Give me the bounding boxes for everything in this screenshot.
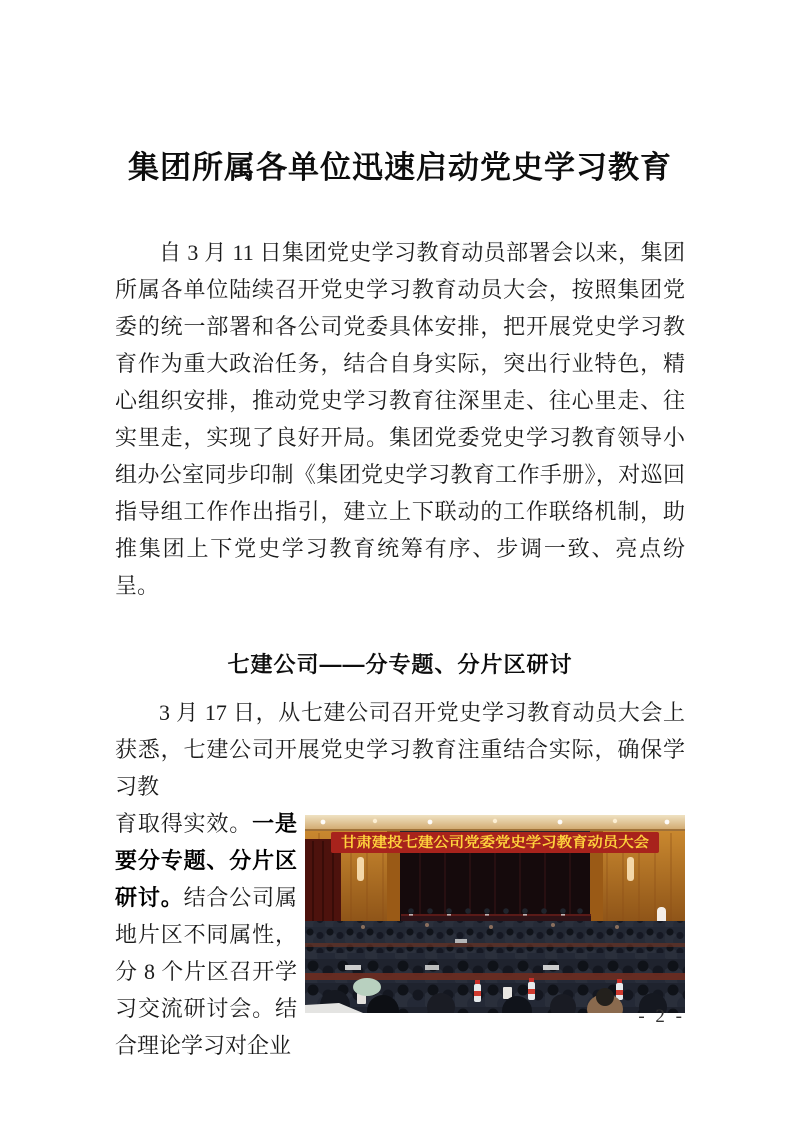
page-number: - 2 - [638, 1006, 685, 1027]
paragraph-2-lead: 育取得实效。 [115, 811, 253, 836]
paragraph-2-bold-emphasis: 一是要分专题、分片区研讨。 [115, 811, 297, 910]
paragraph-2-wrapped-text [115, 805, 297, 1064]
paragraph-2-intro: 3 月 17 日，从七建公司召开党史学习教育动员大会上获悉，七建公司开展党史学习教育注重结合实际，确保学习教 [115, 700, 685, 799]
meeting-photo-illustration [305, 815, 685, 1013]
photo-banner-text: 甘肃建投七建公司党委党史学习教育动员大会 [341, 836, 621, 851]
paragraph-2-wrap-row [115, 805, 685, 1064]
paragraph-2-rest: 结合公司属地片区不同属性，分 8 个片区召开学习交流研讨会。结合理论学习对企业 [115, 885, 297, 1058]
meeting-photo [305, 815, 685, 1013]
section-heading: 七建公司——分专题、分片区研讨 [227, 652, 573, 677]
document-content [115, 0, 685, 1064]
page-title: 集团所属各单位迅速启动党史学习教育 [128, 150, 672, 185]
paragraph-1: 自 3 月 11 日集团党史学习教育动员部署会以来，集团所属各单位陆续召开党史学习教育动员大会，按照集团党委的统一部署和各公司党委具体安排，把开展党史学习教育作为重大政治任务，结合自身实际，突出行业特色，精心组织安排，推动党史学习教育往深里走、往心里走、往实里走，实现了良好开局。集团党委党史学习教育领导小组办公室同步印制《集团党史学习教育工作手册》，对巡回指导组工作作出指引，建立上下联动的工作联络机制，助推集团上下党史学习教育统筹有序、步调一致、亮点纷呈。 [115, 240, 685, 598]
